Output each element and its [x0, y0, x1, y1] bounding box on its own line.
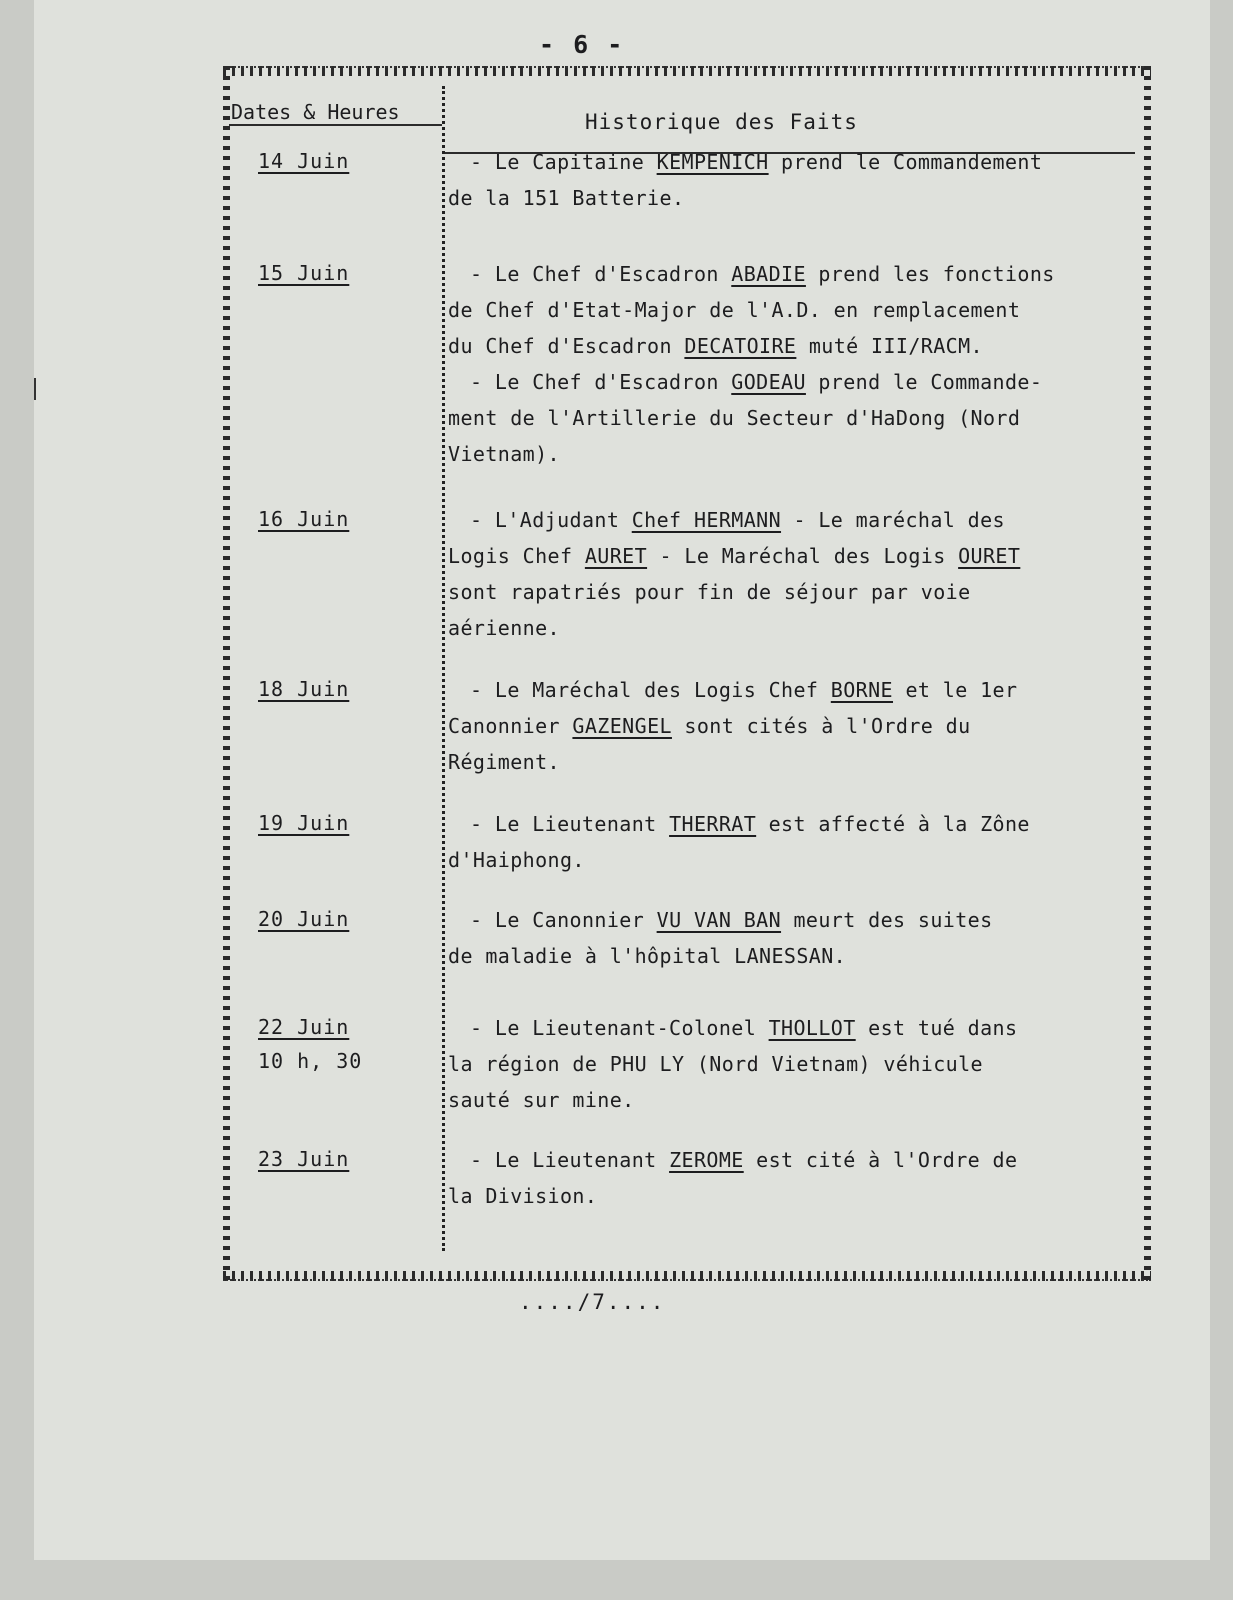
entry-text: [448, 1010, 1138, 1118]
entry-line: [448, 144, 1138, 180]
entry-line: [448, 1082, 1138, 1118]
entry-date-text: 20 Juin: [258, 907, 350, 931]
entry-time: 10 h, 30: [258, 1049, 363, 1073]
entry-date: [258, 144, 349, 178]
text-run: - Le Lieutenant: [470, 1148, 670, 1172]
entry-text: [448, 256, 1138, 472]
text-run: Canonnier: [448, 714, 573, 738]
text-run: d'Haiphong.: [448, 848, 585, 872]
entry-date-text: 23 Juin: [258, 1147, 350, 1171]
text-run: - L'Adjudant: [470, 508, 632, 532]
entry-date: [258, 256, 349, 290]
text-run: Logis Chef: [448, 544, 585, 568]
underlined-name: ZEROME: [669, 1148, 744, 1172]
text-run: du Chef d'Escadron: [448, 334, 685, 358]
underlined-name: BORNE: [830, 678, 894, 702]
underlined-name: THOLLOT: [768, 1016, 856, 1040]
text-run: aérienne.: [448, 616, 560, 640]
entry-line: [448, 256, 1138, 292]
text-run: prend le Commande-: [805, 370, 1043, 394]
entry-line: [448, 538, 1138, 574]
entry-line: [448, 1046, 1138, 1082]
text-run: Vietnam).: [448, 442, 560, 466]
entry-line: [448, 1178, 1138, 1214]
entry-line: [448, 574, 1138, 610]
text-run: - Le Capitaine: [470, 150, 657, 174]
entry-line: [448, 400, 1138, 436]
page-number: - 6 -: [539, 30, 625, 59]
header-history: Historique des Faits: [585, 110, 858, 134]
entry-line: [448, 436, 1138, 472]
entry-text: [448, 144, 1138, 216]
entry-date-text: 16 Juin: [258, 507, 350, 531]
text-run: est cité à l'Ordre de: [743, 1148, 1018, 1172]
table-bottom-border: [223, 1271, 1151, 1281]
entry-date: [258, 902, 349, 936]
table-right-border: [1144, 66, 1151, 1281]
margin-mark: [34, 378, 36, 400]
entry-date-text: 19 Juin: [258, 811, 350, 835]
entry-line: [448, 1142, 1138, 1178]
text-run: - Le maréchal des: [781, 508, 1005, 532]
history-table: [223, 66, 1151, 1281]
text-run: de la 151 Batterie.: [448, 186, 685, 210]
text-run: - Le Maréchal des Logis Chef: [470, 678, 831, 702]
entry-text: [448, 902, 1138, 974]
text-run: - Le Lieutenant: [470, 812, 670, 836]
text-run: muté III/RACM.: [796, 334, 983, 358]
entry-text: [448, 502, 1138, 646]
underlined-name: VU VAN BAN: [656, 908, 782, 932]
header-rule-left: [229, 124, 442, 126]
entry-line: [448, 672, 1138, 708]
underlined-name: OURET: [958, 544, 1021, 568]
text-run: sont rapatriés pour fin de séjour par voie: [448, 580, 971, 604]
text-run: - Le Chef d'Escadron: [470, 370, 732, 394]
entry-date: [258, 1142, 349, 1176]
entry-date: [258, 502, 349, 536]
entry-line: [448, 842, 1138, 878]
underlined-name: THERRAT: [669, 812, 757, 836]
text-run: prend le Commandement: [768, 150, 1043, 174]
entry-line: [448, 744, 1138, 780]
entry-date-text: 14 Juin: [258, 149, 350, 173]
continuation-marker: ..../7....: [519, 1290, 666, 1314]
underlined-name: GODEAU: [731, 370, 806, 394]
underlined-name: AURET: [584, 544, 648, 568]
text-run: meurt des suites: [781, 908, 993, 932]
entry-line: [448, 938, 1138, 974]
text-run: sauté sur mine.: [448, 1088, 635, 1112]
entry-date-text: 22 Juin: [258, 1015, 350, 1039]
text-run: - Le Maréchal des Logis: [647, 544, 959, 568]
text-run: de Chef d'Etat-Major de l'A.D. en remplacement: [448, 298, 1021, 322]
table-left-border: [223, 66, 230, 1281]
text-run: ment de l'Artillerie du Secteur d'HaDong (Nord: [448, 406, 1021, 430]
entry-text: [448, 1142, 1138, 1214]
text-run: et le 1er: [893, 678, 1018, 702]
underlined-name: GAZENGEL: [572, 714, 672, 738]
text-run: Régiment.: [448, 750, 560, 774]
text-run: - Le Chef d'Escadron: [470, 262, 732, 286]
text-run: de maladie à l'hôpital LANESSAN.: [448, 944, 847, 968]
table-top-border: [223, 66, 1151, 76]
entry-line: [448, 328, 1138, 364]
entry-line: [448, 180, 1138, 216]
entry-line: [448, 364, 1138, 400]
text-run: - Le Lieutenant-Colonel: [470, 1016, 769, 1040]
entry-line: [448, 610, 1138, 646]
entry-date: [258, 672, 349, 706]
text-run: prend les fonctions: [805, 262, 1055, 286]
underlined-name: ABADIE: [731, 262, 806, 286]
entry-text: [448, 672, 1138, 780]
entry-date: [258, 1010, 362, 1078]
header-dates: Dates & Heures: [231, 100, 400, 124]
entry-date-text: 18 Juin: [258, 677, 350, 701]
text-run: est affecté à la Zône: [756, 812, 1030, 836]
entry-line: [448, 292, 1138, 328]
underlined-name: DECATOIRE: [684, 334, 797, 358]
entry-date-text: 15 Juin: [258, 261, 350, 285]
underlined-name: Chef HERMANN: [631, 508, 782, 532]
entry-line: [448, 1010, 1138, 1046]
entry-date: [258, 806, 349, 840]
entry-line: [448, 806, 1138, 842]
text-run: sont cités à l'Ordre du: [671, 714, 971, 738]
entry-text: [448, 806, 1138, 878]
entry-line: [448, 502, 1138, 538]
entry-line: [448, 902, 1138, 938]
column-divider: [442, 86, 445, 1251]
underlined-name: KEMPENICH: [656, 150, 769, 174]
entry-line: [448, 708, 1138, 744]
text-run: - Le Canonnier: [470, 908, 657, 932]
text-run: est tué dans: [855, 1016, 1018, 1040]
text-run: la région de PHU LY (Nord Vietnam) véhicule: [448, 1052, 983, 1076]
text-run: la Division.: [448, 1184, 598, 1208]
